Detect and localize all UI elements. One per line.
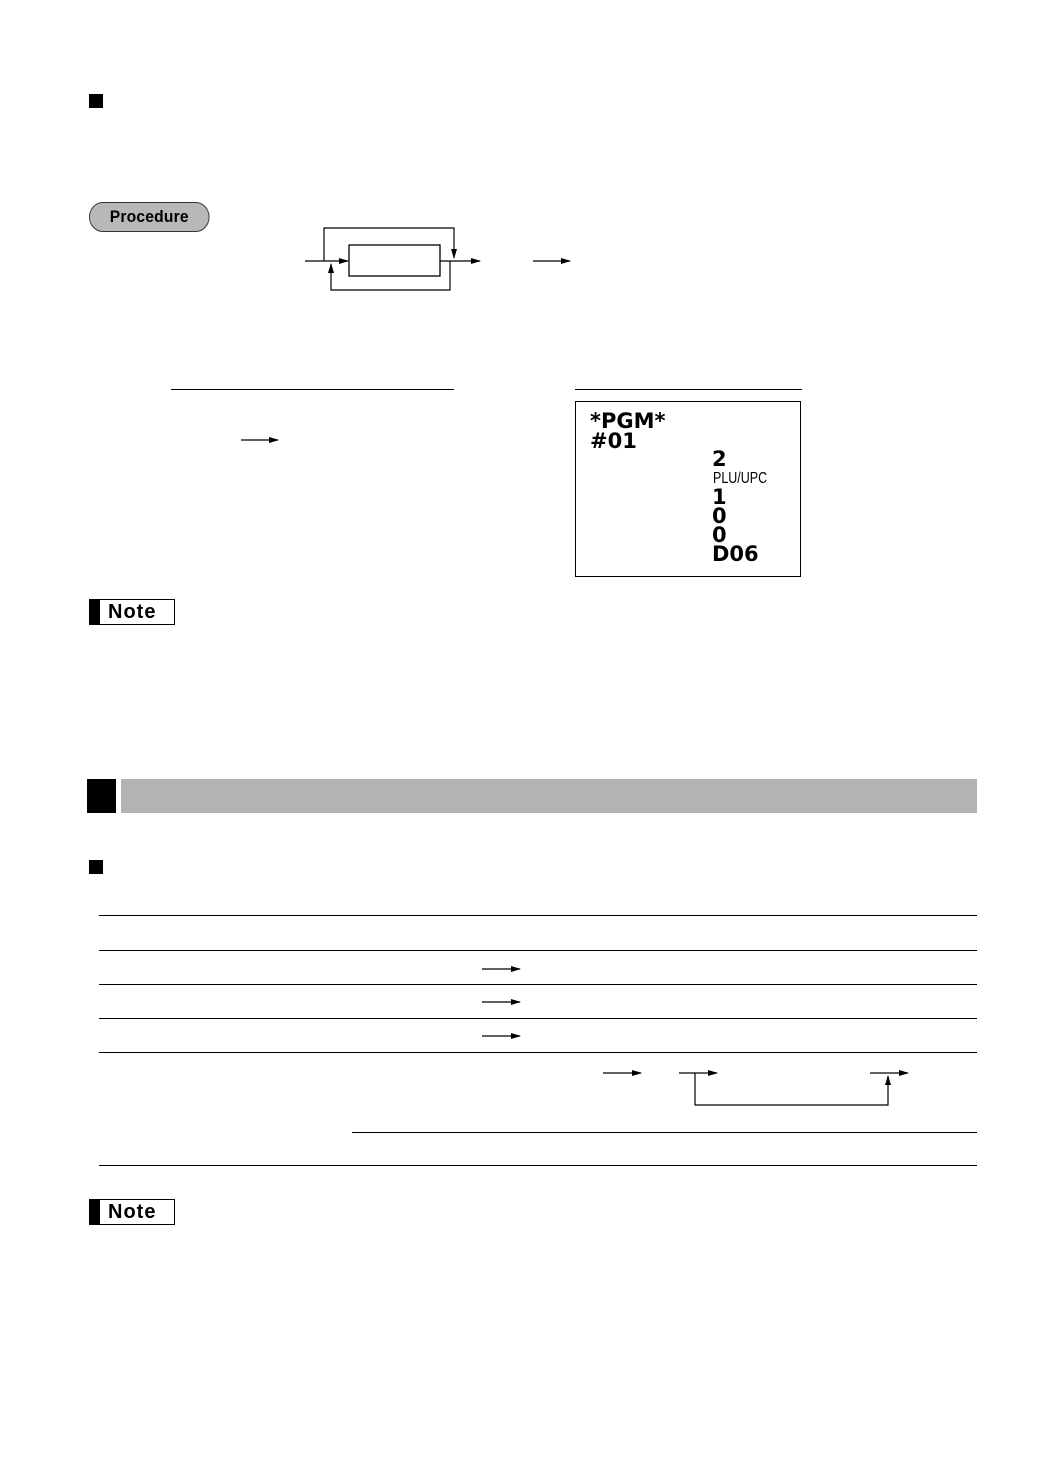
display-value-5: 0 <box>712 523 727 547</box>
procedure-label: Procedure <box>89 202 210 232</box>
note-badge-bar <box>90 1200 100 1224</box>
display-value-4: 0 <box>712 504 727 528</box>
table-bypass-row4 <box>695 1073 888 1105</box>
display-value-3: 1 <box>712 485 727 509</box>
display-value-2: PLU/UPC <box>713 470 768 487</box>
display-line-pgm: *PGM* <box>590 409 666 433</box>
display-value-6: D06 <box>712 542 759 566</box>
note-badge-label: Note <box>108 601 157 623</box>
display-line-number: #01 <box>590 429 637 453</box>
display-value-1: 2 <box>712 447 727 471</box>
note-badge-label: Note <box>108 1201 157 1223</box>
note-badge-2 <box>89 1199 175 1225</box>
